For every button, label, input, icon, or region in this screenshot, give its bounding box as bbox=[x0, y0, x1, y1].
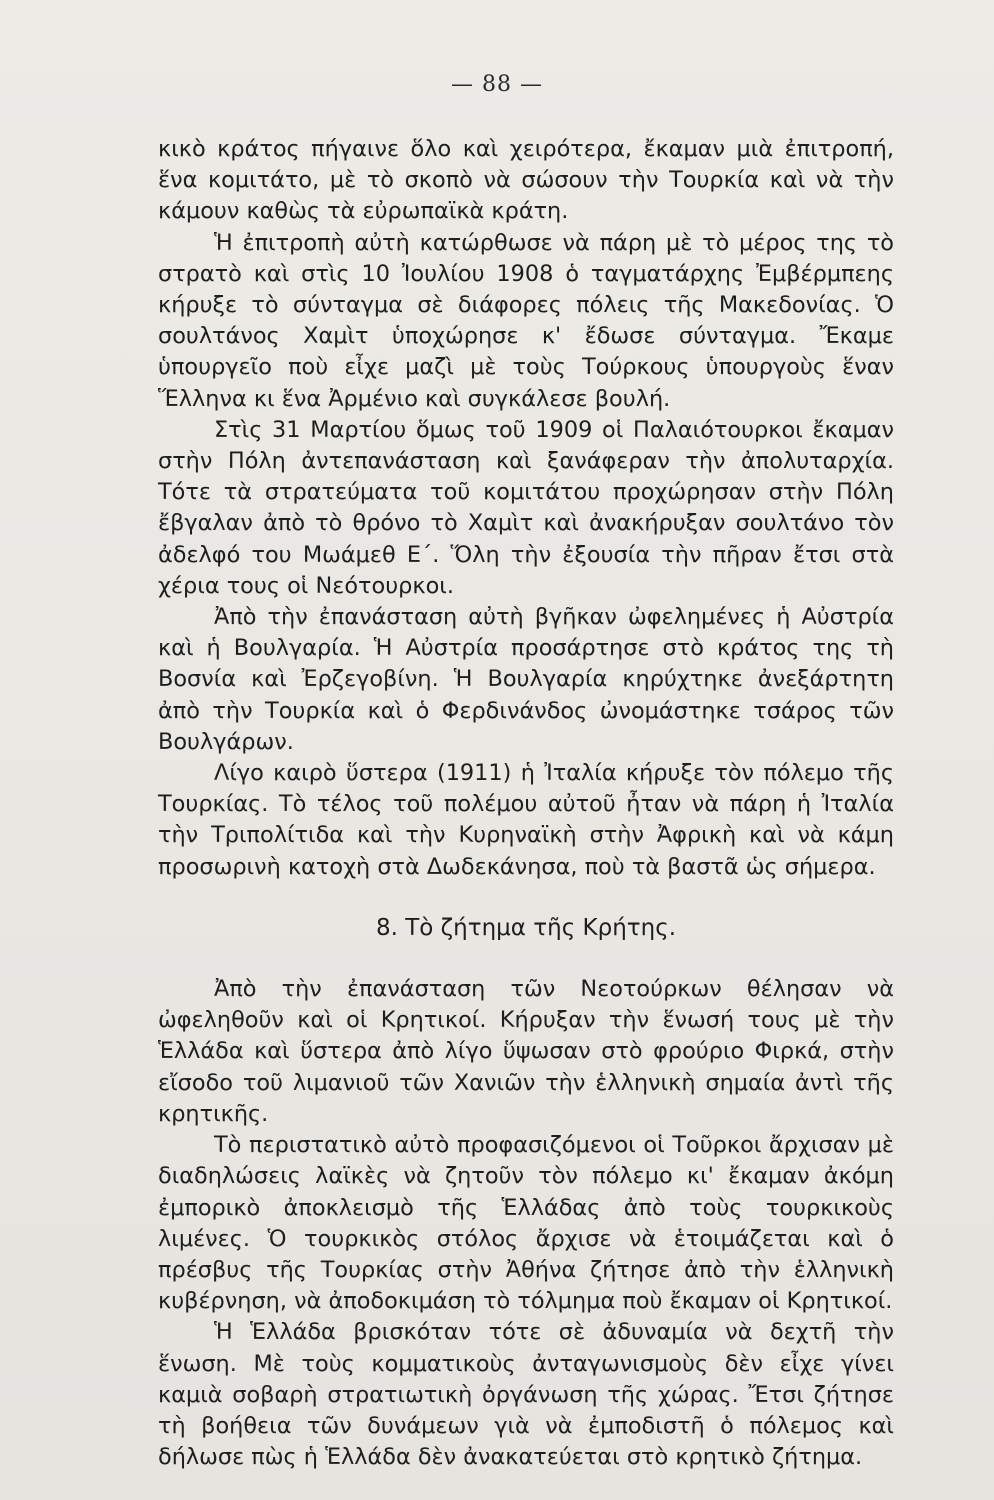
paragraph-turkish-reaction: Τὸ περιστατικὸ αὐτὸ προφασιζόμενοι οἱ Τοῦρκοι ἄρχισαν μὲ διαδηλώσεις λαϊκὲς νὰ ζητοῦν τὸν πόλεμο κι' ἔκαμαν ἀκόμη ἐμπορικὸ ἀποκλεισμὸ τῆς Ἑλλάδας ἀπὸ τοὺς τουρκικοὺς λιμένες. Ὁ τουρκικὸς στόλος ἄρχισε νὰ ἑτοιμάζεται καὶ ὁ πρέσβυς τῆς Τουρκίας στὴν Ἀθήνα ζήτησε ἀπὸ τὴν ἑλληνικὴ κυβέρνηση, νὰ ἀποδοκιμάση τὸ τόλμημα ποὺ ἔκαμαν οἱ Κρητικοί. bbox=[158, 1132, 894, 1315]
paragraph-continuation: κικὸ κράτος πήγαινε ὅλο καὶ χειρότερα, ἔκαμαν μιὰ ἐπιτροπή, ἕνα κομιτάτο, μὲ τὸ σκοπὸ νὰ σώσουν τὴν Τουρκία καὶ νὰ τὴν κάμουν καθὼς τὰ εὐρωπαϊκὰ κράτη. bbox=[158, 136, 894, 225]
paragraph-counter-revolution: Στὶς 31 Μαρτίου ὅμως τοῦ 1909 οἱ Παλαιότουρκοι ἔκαμαν στὴν Πόλη ἀντεπανάσταση καὶ ξανάφεραν τὴν ἀπολυταρχία. Τότε τὰ στρατεύματα τοῦ κομιτάτου προχώρησαν στὴν Πόλη ἔβγαλαν ἀπὸ τὸ θρόνο τὸ Χαμὶτ καὶ ἀνακήρυξαν σουλτάνο τὸν ἀδελφό του Μωάμεθ Ε΄. Ὅλη τὴν ἐξουσία τὴν πῆραν ἔτσι στὰ χέρια τους οἱ Νεότουρκοι. bbox=[158, 416, 894, 599]
page-number: — 88 — bbox=[451, 72, 543, 97]
section-heading: 8. Τὸ ζήτημα τῆς Κρήτης. bbox=[375, 914, 677, 941]
paragraph-italy-war: Λίγο καιρὸ ὕστερα (1911) ἡ Ἰταλία κήρυξε τὸν πόλεμο τῆς Τουρκίας. Τὸ τέλος τοῦ πολέμου αὐτοῦ ἦταν νὰ πάρη ἡ Ἰταλία τὴν Τριπολίτιδα καὶ τὴν Κυρηναϊκὴ στὴν Ἀφρικὴ καὶ νὰ κάμη προσωρινὴ κατοχὴ στὰ Δωδεκάνησα, ποὺ τὰ βαστᾶ ὡς σήμερα. bbox=[158, 760, 894, 880]
paragraph-cretans: Ἀπὸ τὴν ἐπανάσταση τῶν Νεοτούρκων θέλησαν νὰ ὠφεληθοῦν καὶ οἱ Κρητικοί. Κήρυξαν τὴν ἕνωσή τους μὲ τὴν Ἑλλάδα καὶ ὕστερα ἀπὸ λίγο ὕψωσαν στὸ φρούριο Φιρκά, στὴν εἴσοδο τοῦ λιμανιοῦ τῶν Χανιῶν τὴν ἑλληνικὴ σημαία ἀντὶ τῆς κρητικῆς. bbox=[158, 976, 894, 1127]
paragraph-austria-bulgaria: Ἀπὸ τὴν ἐπανάσταση αὐτὴ βγῆκαν ὠφελημένες ἡ Αὐστρία καὶ ἡ Βουλγαρία. Ἡ Αὐστρία προσάρτησε στὸ κράτος της τὴ Βοσνία καὶ Ἐρζεγοβίνη. Ἡ Βουλγαρία κηρύχτηκε ἀνεξάρτητη ἀπὸ τὴν Τουρκία καὶ ὁ Φερδινάνδος ὠνομάστηκε τσάρος τῶν Βουλγάρων. bbox=[158, 604, 894, 755]
page-body bbox=[158, 134, 894, 1473]
paragraph-committee: Ἡ ἐπιτροπὴ αὐτὴ κατώρθωσε νὰ πάρη μὲ τὸ μέρος της τὸ στρατὸ καὶ στὶς 10 Ἰουλίου 1908 ὁ ταγματάρχης Ἐμβέρμπεης κήρυξε τὸ σύνταγμα σὲ διάφορες πόλεις τῆς Μακεδονίας. Ὁ σουλτάνος Χαμὶτ ὑποχώρησε κ' ἔδωσε σύνταγμα. Ἔκαμε ὑπουργεῖο ποὺ εἶχε μαζὶ μὲ τοὺς Τούρκους ὑπουργοὺς ἕναν Ἕλληνα κι ἕνα Ἀρμένιο καὶ συγκάλεσε βουλή. bbox=[158, 229, 894, 412]
paragraph-greece-weakness: Ἡ Ἑλλάδα βρισκόταν τότε σὲ ἀδυναμία νὰ δεχτῆ τὴν ἕνωση. Μὲ τοὺς κομματικοὺς ἀνταγωνισμοὺς δὲν εἶχε γίνει καμιὰ σοβαρὴ στρατιωτικὴ ὀργάνωση τῆς χώρας. Ἔτσι ζήτησε τὴ βοήθεια τῶν δυνάμεων γιὰ νὰ ἐμποδιστῆ ὁ πόλεμος καὶ δήλωσε πὼς ἡ Ἑλλάδα δὲν ἀνακατεύεται στὸ κρητικὸ ζήτημα. bbox=[158, 1319, 894, 1471]
